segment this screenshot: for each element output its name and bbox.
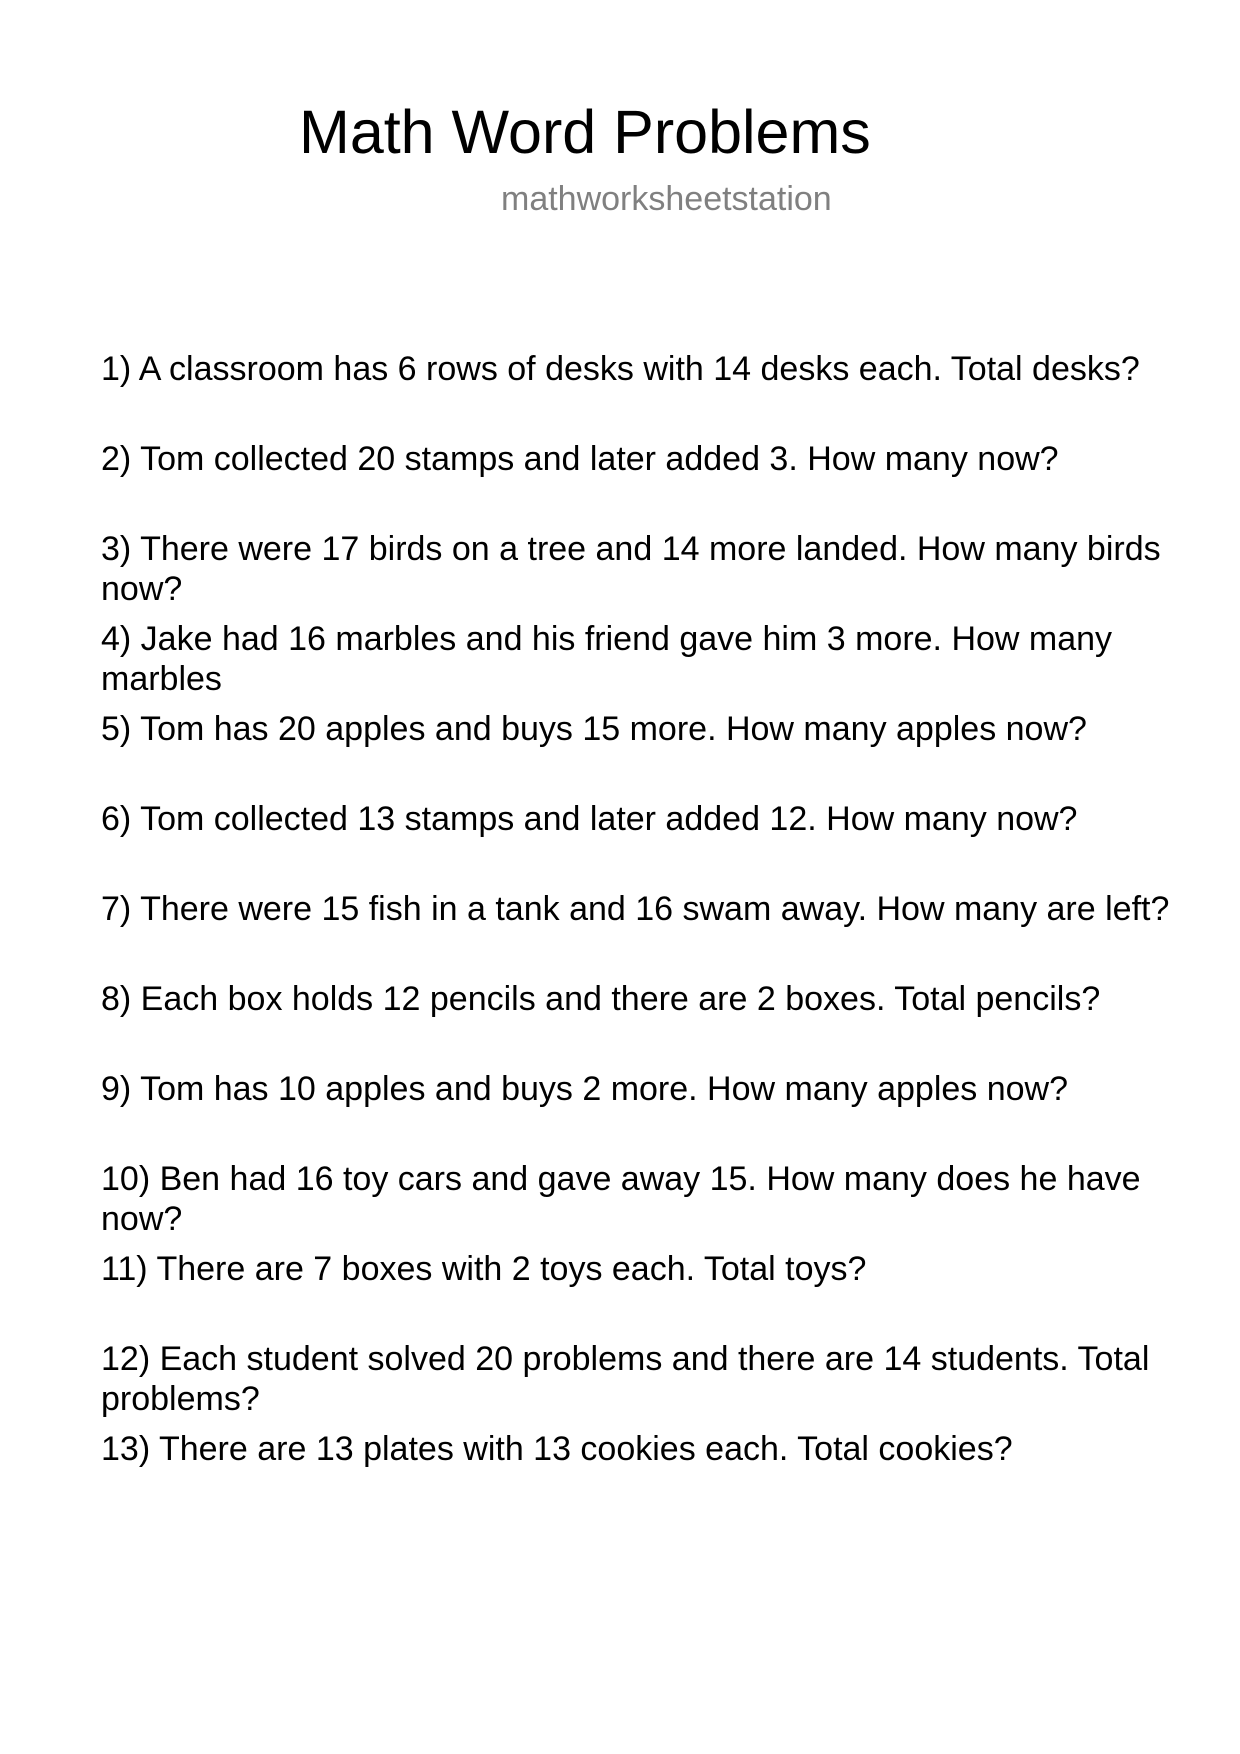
problem-item: 13) There are 13 plates with 13 cookies each. Total cookies? (101, 1430, 1013, 1468)
problem-item: 6) Tom collected 13 stamps and later added 12. How many now? (101, 800, 1078, 838)
problem-item: 4) Jake had 16 marbles and his friend gave him 3 more. How many marbles (101, 620, 1113, 698)
problem-list (101, 349, 1221, 1519)
problem-item: 2) Tom collected 20 stamps and later added 3. How many now? (101, 440, 1059, 478)
problem-item: 12) Each student solved 20 problems and there are 14 students. Total problems? (101, 1340, 1150, 1418)
problem-item: 7) There were 15 fish in a tank and 16 swam away. How many are left? (101, 890, 1170, 928)
page-subtitle: mathworksheetstation (501, 180, 832, 218)
problem-item: 3) There were 17 birds on a tree and 14 more landed. How many birds now? (101, 530, 1161, 608)
problem-item: 11) There are 7 boxes with 2 toys each. Total toys? (101, 1250, 867, 1288)
problem-item: 5) Tom has 20 apples and buys 15 more. How many apples now? (101, 710, 1087, 748)
page-title: Math Word Problems (299, 98, 871, 166)
problem-item: 8) Each box holds 12 pencils and there are 2 boxes. Total pencils? (101, 980, 1101, 1018)
problem-item: 10) Ben had 16 toy cars and gave away 15. How many does he have now? (101, 1160, 1141, 1238)
problem-item: 9) Tom has 10 apples and buys 2 more. How many apples now? (101, 1070, 1069, 1108)
problem-item: 1) A classroom has 6 rows of desks with 14 desks each. Total desks? (101, 350, 1140, 388)
